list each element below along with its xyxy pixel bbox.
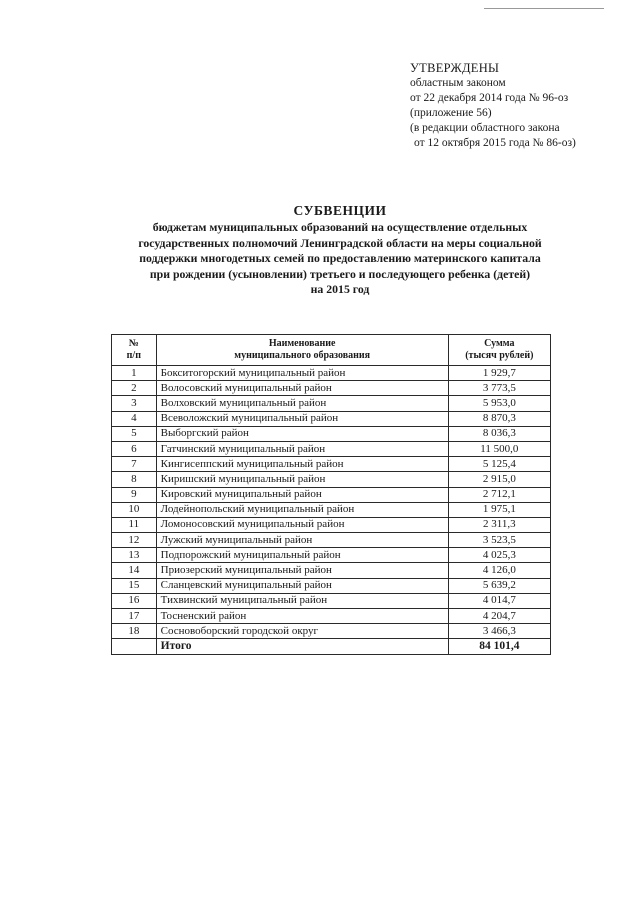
approval-line: от 12 октября 2015 года № 86-оз) bbox=[414, 137, 576, 149]
row-amount: 5 125,4 bbox=[448, 457, 550, 472]
approval-block bbox=[410, 61, 576, 151]
row-municipality: Сосновоборский городской округ bbox=[156, 624, 448, 639]
row-amount: 1 929,7 bbox=[448, 366, 550, 381]
row-number: 17 bbox=[112, 609, 157, 624]
row-municipality: Волосовский муниципальный район bbox=[156, 381, 448, 396]
scan-mark bbox=[484, 8, 604, 9]
row-amount: 5 639,2 bbox=[448, 578, 550, 593]
row-number: 14 bbox=[112, 563, 157, 578]
row-number: 15 bbox=[112, 578, 157, 593]
approval-line: областным законом bbox=[410, 77, 506, 89]
row-amount: 2 712,1 bbox=[448, 487, 550, 502]
row-number: 5 bbox=[112, 426, 157, 441]
subventions-table bbox=[111, 334, 551, 655]
approval-heading: УТВЕРЖДЕНЫ bbox=[410, 61, 500, 75]
header-name: Наименование муниципального образования bbox=[156, 335, 448, 366]
approval-line: от 22 декабря 2014 года № 96-оз bbox=[410, 92, 569, 104]
row-number: 3 bbox=[112, 396, 157, 411]
row-amount: 1 975,1 bbox=[448, 502, 550, 517]
title-main: СУБВЕНЦИИ bbox=[293, 203, 387, 218]
table-row bbox=[112, 533, 551, 548]
table-row bbox=[112, 517, 551, 532]
row-number: 1 bbox=[112, 366, 157, 381]
row-number: 6 bbox=[112, 441, 157, 456]
row-number: 16 bbox=[112, 593, 157, 608]
header-num: № п/п bbox=[112, 335, 157, 366]
row-municipality: Гатчинский муниципальный район bbox=[156, 441, 448, 456]
table-row bbox=[112, 381, 551, 396]
row-amount: 2 311,3 bbox=[448, 517, 550, 532]
row-amount: 5 953,0 bbox=[448, 396, 550, 411]
row-municipality: Всеволожский муниципальный район bbox=[156, 411, 448, 426]
approval-line: (приложение 56) bbox=[410, 107, 492, 119]
row-municipality: Приозерский муниципальный район bbox=[156, 563, 448, 578]
row-amount: 4 025,3 bbox=[448, 548, 550, 563]
table-row bbox=[112, 563, 551, 578]
row-number: 8 bbox=[112, 472, 157, 487]
row-amount: 2 915,0 bbox=[448, 472, 550, 487]
title-subline: поддержки многодетных семей по предоставлению материнского капитала bbox=[139, 251, 541, 266]
row-amount: 3 523,5 bbox=[448, 533, 550, 548]
table-row bbox=[112, 502, 551, 517]
row-number: 7 bbox=[112, 457, 157, 472]
header-sum: Сумма (тысяч рублей) bbox=[448, 335, 550, 366]
row-municipality: Подпорожский муниципальный район bbox=[156, 548, 448, 563]
row-number: 10 bbox=[112, 502, 157, 517]
row-number: 4 bbox=[112, 411, 157, 426]
row-municipality: Волховский муниципальный район bbox=[156, 396, 448, 411]
total-number bbox=[112, 639, 157, 654]
table-row bbox=[112, 457, 551, 472]
row-number: 13 bbox=[112, 548, 157, 563]
table-row bbox=[112, 548, 551, 563]
row-municipality: Кировский муниципальный район bbox=[156, 487, 448, 502]
row-municipality: Лодейнопольский муниципальный район bbox=[156, 502, 448, 517]
table-row bbox=[112, 487, 551, 502]
table-row bbox=[112, 624, 551, 639]
table-row bbox=[112, 441, 551, 456]
row-municipality: Выборгский район bbox=[156, 426, 448, 441]
table-row bbox=[112, 593, 551, 608]
row-amount: 4 014,7 bbox=[448, 593, 550, 608]
row-number: 9 bbox=[112, 487, 157, 502]
total-amount: 84 101,4 bbox=[448, 639, 550, 654]
table-row bbox=[112, 472, 551, 487]
row-number: 18 bbox=[112, 624, 157, 639]
title-subline: государственных полномочий Ленинградской области на меры социальной bbox=[138, 235, 542, 250]
title-subline: при рождении (усыновлении) третьего и последующего ребенка (детей) bbox=[149, 266, 531, 281]
row-amount: 3 466,3 bbox=[448, 624, 550, 639]
row-municipality: Тосненский район bbox=[156, 609, 448, 624]
row-municipality: Сланцевский муниципальный район bbox=[156, 578, 448, 593]
table-row bbox=[112, 578, 551, 593]
row-amount: 8 036,3 bbox=[448, 426, 550, 441]
title-subline: бюджетам муниципальных образований на осуществление отдельных bbox=[152, 220, 528, 234]
row-number: 11 bbox=[112, 517, 157, 532]
row-amount: 8 870,3 bbox=[448, 411, 550, 426]
approval-line: (в редакции областного закона bbox=[410, 122, 560, 134]
total-label: Итого bbox=[156, 639, 448, 654]
document-title bbox=[100, 202, 580, 298]
table-row bbox=[112, 609, 551, 624]
row-number: 12 bbox=[112, 533, 157, 548]
row-municipality: Киришский муниципальный район bbox=[156, 472, 448, 487]
title-subline: на 2015 год bbox=[310, 282, 370, 297]
row-amount: 3 773,5 bbox=[448, 381, 550, 396]
row-amount: 11 500,0 bbox=[448, 441, 550, 456]
row-municipality: Бокситогорский муниципальный район bbox=[156, 366, 448, 381]
row-municipality: Кингисеппский муниципальный район bbox=[156, 457, 448, 472]
table-total-row bbox=[112, 639, 551, 654]
table-body bbox=[112, 366, 551, 655]
table-row bbox=[112, 411, 551, 426]
table-row bbox=[112, 396, 551, 411]
row-amount: 4 126,0 bbox=[448, 563, 550, 578]
row-number: 2 bbox=[112, 381, 157, 396]
table-header-row bbox=[112, 335, 551, 366]
row-municipality: Лужский муниципальный район bbox=[156, 533, 448, 548]
table-row bbox=[112, 426, 551, 441]
row-amount: 4 204,7 bbox=[448, 609, 550, 624]
row-municipality: Ломоносовский муниципальный район bbox=[156, 517, 448, 532]
table-row bbox=[112, 366, 551, 381]
row-municipality: Тихвинский муниципальный район bbox=[156, 593, 448, 608]
